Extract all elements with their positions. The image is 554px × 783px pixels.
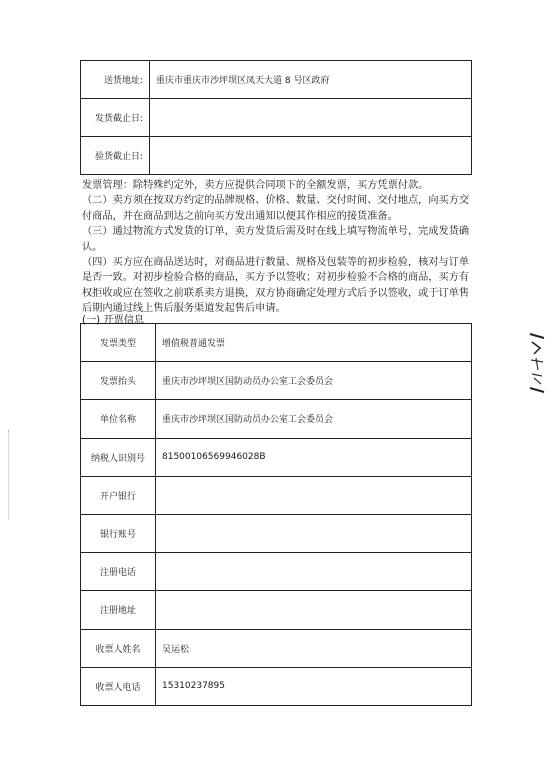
registered-phone-value: [156, 553, 472, 591]
inspection-paragraph: （四）买方应在商品送达时，对商品进行数量、规格及包装等的初步检验，核对与订单是否一致。对初步检验合格的商品，买方予以签收；对初步检验不合格的商品，买方有权拒收或应在签收之前联系卖方退换，双方协商确定处理方式后予以签收，或于订单售后期内通过线上售后服务渠道发起售后申请。: [82, 257, 470, 315]
logistics-paragraph: （三）通过物流方式发货的订单，卖方发货后需及时在线上填写物流单号，完成发货确认。: [82, 226, 470, 253]
table-row: [81, 476, 472, 514]
taxpayer-id-value: 81500106569946028B: [156, 438, 472, 476]
recipient-name-label: 收票人姓名: [81, 629, 156, 667]
edge-mark: [8, 430, 10, 520]
table-row: [81, 324, 472, 362]
invoice-section-title: (一) 开票信息: [82, 315, 145, 326]
table-row: [81, 667, 472, 705]
bank-account-label: 银行账号: [81, 514, 156, 552]
table-row: [81, 362, 472, 400]
table-row: [81, 400, 472, 438]
invoice-type-label: 发票类型: [81, 324, 156, 362]
inspect-deadline-label: 验货截止日:: [81, 137, 150, 175]
taxpayer-id-label: 纳税人识别号: [81, 438, 156, 476]
invoice-header-label: 发票抬头: [81, 362, 156, 400]
company-name-label: 单位名称: [81, 400, 156, 438]
invoice-type-value: 增值税普通发票: [156, 324, 472, 362]
ship-deadline-label: 发货截止日:: [81, 99, 150, 137]
table-row: [81, 629, 472, 667]
delivery-address-label: 送货地址:: [81, 61, 150, 99]
registered-phone-label: 注册电话: [81, 553, 156, 591]
invoice-management-paragraph: 发票管理：除特殊约定外，卖方应提供合同项下的全额发票，买方凭票付款。: [82, 180, 429, 191]
delivery-terms-paragraph: （二）卖方须在按双方约定的品牌规格、价格、数量、交付时间、交付地点，向买方交付商品，并在商品到达之前向买方发出通知以便其作相应的接货准备。: [82, 195, 470, 222]
registered-address-label: 注册地址: [81, 591, 156, 629]
ship-deadline-value: [150, 99, 472, 137]
recipient-phone-value: 15310237895: [156, 667, 472, 705]
delivery-address-value: 重庆市重庆市沙坪坝区凤天大道 8 号区政府: [150, 61, 472, 99]
delivery-table: [80, 60, 472, 175]
table-row: [81, 99, 472, 137]
bank-label: 开户银行: [81, 476, 156, 514]
table-row: [81, 438, 472, 476]
table-row: [81, 591, 472, 629]
registered-address-value: [156, 591, 472, 629]
table-row: [81, 61, 472, 99]
recipient-phone-label: 收票人电话: [81, 667, 156, 705]
invoice-header-value: 重庆市沙坪坝区国防动员办公室工会委员会: [156, 362, 472, 400]
invoice-table: [80, 323, 472, 706]
inspect-deadline-value: [150, 137, 472, 175]
company-name-value: 重庆市沙坪坝区国防动员办公室工会委员会: [156, 400, 472, 438]
bank-value: [156, 476, 472, 514]
table-row: [81, 553, 472, 591]
table-row: [81, 514, 472, 552]
table-row: [81, 137, 472, 175]
seam-stamp-icon: [526, 330, 548, 400]
contract-terms: [82, 178, 476, 317]
bank-account-value: [156, 514, 472, 552]
recipient-name-value: 吴运松: [156, 629, 472, 667]
